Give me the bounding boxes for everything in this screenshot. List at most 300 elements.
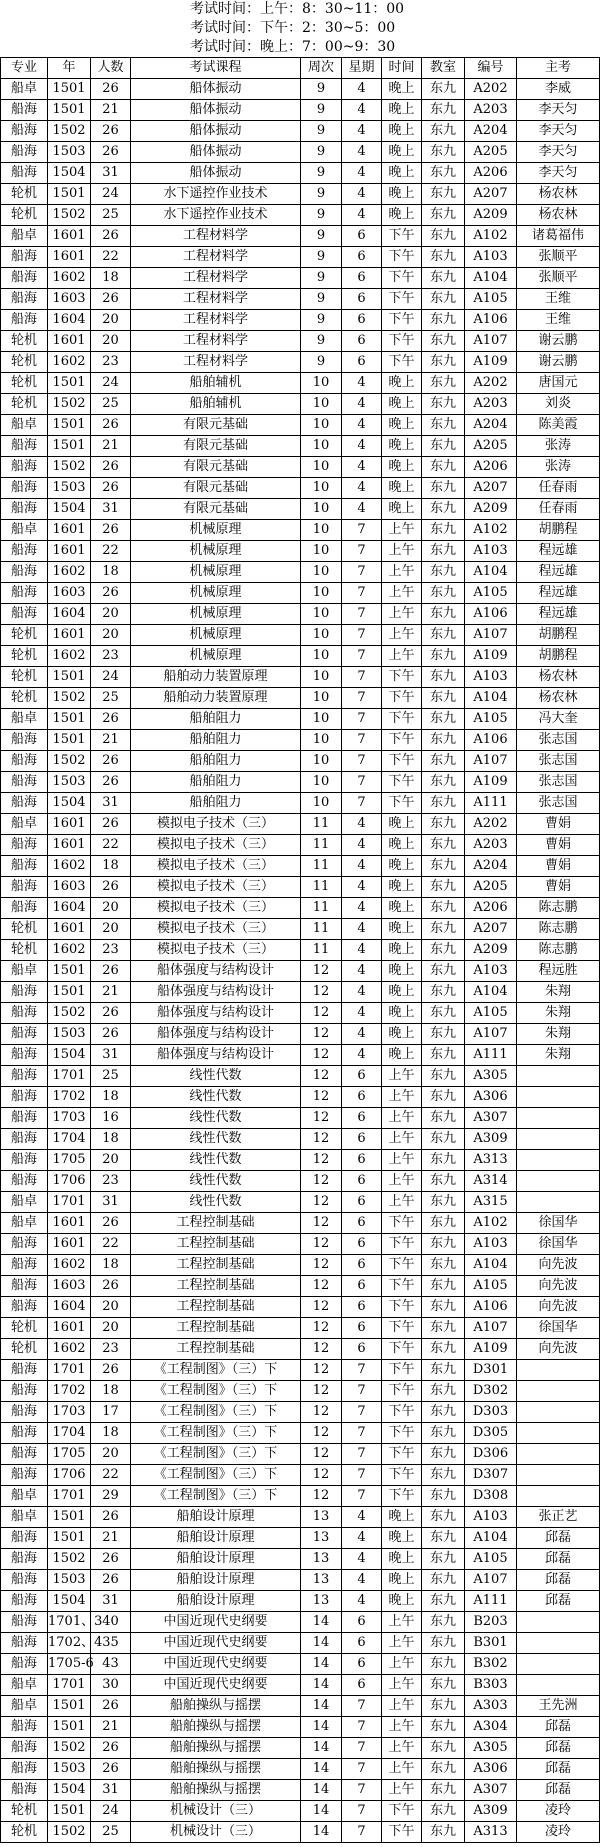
cell-count: 23	[91, 940, 131, 961]
cell-building: 东九	[422, 898, 465, 919]
cell-count: 26	[91, 457, 131, 478]
cell-room: A313	[465, 1822, 517, 1843]
cell-week: 10	[301, 646, 342, 667]
cell-examiner	[517, 1465, 600, 1486]
cell-year: 1504	[48, 793, 91, 814]
cell-weekday: 6	[342, 247, 382, 268]
cell-building: 东九	[422, 1066, 465, 1087]
cell-year: 1501	[48, 667, 91, 688]
cell-week: 12	[301, 1360, 342, 1381]
col-year: 年	[48, 58, 91, 79]
cell-time: 上午	[382, 520, 422, 541]
cell-year: 1501	[48, 961, 91, 982]
cell-year: 1602	[48, 562, 91, 583]
cell-course: 工程材料学	[131, 331, 301, 352]
cell-building: 东九	[422, 1675, 465, 1696]
cell-time: 下午	[382, 1486, 422, 1507]
cell-time: 上午	[382, 1759, 422, 1780]
cell-count: 24	[91, 184, 131, 205]
cell-year: 1502	[48, 1003, 91, 1024]
cell-week: 9	[301, 100, 342, 121]
cell-major: 船海	[1, 751, 48, 772]
cell-time: 上午	[382, 1717, 422, 1738]
cell-weekday: 6	[342, 1612, 382, 1633]
cell-count: 29	[91, 1486, 131, 1507]
cell-examiner: 邱磊	[517, 1780, 600, 1801]
cell-weekday: 7	[342, 1402, 382, 1423]
cell-course: 模拟电子技术（三）	[131, 940, 301, 961]
cell-week: 14	[301, 1696, 342, 1717]
cell-course: 船舶设计原理	[131, 1570, 301, 1591]
cell-time: 晚上	[382, 100, 422, 121]
cell-week: 13	[301, 1591, 342, 1612]
cell-count: 18	[91, 1381, 131, 1402]
cell-examiner: 朱翔	[517, 1045, 600, 1066]
cell-count: 31	[91, 499, 131, 520]
table-row	[1, 1276, 600, 1297]
cell-weekday: 4	[342, 457, 382, 478]
cell-time: 晚上	[382, 373, 422, 394]
cell-weekday: 4	[342, 205, 382, 226]
cell-weekday: 6	[342, 1108, 382, 1129]
cell-examiner: 朱翔	[517, 982, 600, 1003]
cell-count: 21	[91, 1717, 131, 1738]
table-row	[1, 499, 600, 520]
cell-building: 东九	[422, 562, 465, 583]
cell-time: 下午	[382, 1276, 422, 1297]
cell-room: A209	[465, 940, 517, 961]
cell-major: 轮机	[1, 625, 48, 646]
cell-course: 有限元基础	[131, 499, 301, 520]
table-row	[1, 1318, 600, 1339]
cell-year: 1701	[48, 1675, 91, 1696]
cell-count: 26	[91, 1570, 131, 1591]
cell-major: 轮机	[1, 373, 48, 394]
cell-major: 船卓	[1, 226, 48, 247]
cell-room: A103	[465, 1234, 517, 1255]
cell-examiner: 刘炎	[517, 394, 600, 415]
table-row	[1, 877, 600, 898]
cell-year: 1601	[48, 814, 91, 835]
col-examiner: 主考	[517, 58, 600, 79]
cell-major: 船海	[1, 268, 48, 289]
cell-weekday: 4	[342, 1570, 382, 1591]
cell-week: 11	[301, 835, 342, 856]
cell-week: 12	[301, 1129, 342, 1150]
cell-time: 晚上	[382, 1591, 422, 1612]
cell-major: 轮机	[1, 919, 48, 940]
cell-room: A107	[465, 625, 517, 646]
table-row	[1, 919, 600, 940]
cell-building: 东九	[422, 226, 465, 247]
cell-weekday: 4	[342, 1024, 382, 1045]
cell-major: 轮机	[1, 1822, 48, 1843]
table-row	[1, 730, 600, 751]
cell-time: 下午	[382, 1255, 422, 1276]
table-row	[1, 1087, 600, 1108]
table-row	[1, 1612, 600, 1633]
cell-course: 机械原理	[131, 541, 301, 562]
cell-year: 1504	[48, 499, 91, 520]
exam-time-header	[0, 0, 600, 57]
table-row	[1, 1570, 600, 1591]
cell-time: 上午	[382, 1780, 422, 1801]
cell-count: 24	[91, 1801, 131, 1822]
cell-weekday: 6	[342, 1675, 382, 1696]
cell-count: 23	[91, 646, 131, 667]
table-row	[1, 1444, 600, 1465]
cell-examiner: 陈志鹏	[517, 919, 600, 940]
cell-count: 20	[91, 1318, 131, 1339]
col-course: 考试课程	[131, 58, 301, 79]
cell-weekday: 4	[342, 877, 382, 898]
cell-room: A207	[465, 919, 517, 940]
cell-course: 中国近现代史纲要	[131, 1612, 301, 1633]
cell-count: 23	[91, 352, 131, 373]
cell-count: 26	[91, 751, 131, 772]
cell-building: 东九	[422, 79, 465, 100]
cell-examiner: 徐国华	[517, 1213, 600, 1234]
cell-major: 船海	[1, 835, 48, 856]
table-row	[1, 1591, 600, 1612]
cell-major: 船海	[1, 100, 48, 121]
cell-room: A202	[465, 373, 517, 394]
cell-building: 东九	[422, 1717, 465, 1738]
cell-weekday: 4	[342, 142, 382, 163]
cell-examiner	[517, 1633, 600, 1654]
cell-count: 26	[91, 1759, 131, 1780]
cell-year: 1601	[48, 625, 91, 646]
cell-examiner	[517, 1654, 600, 1675]
cell-week: 9	[301, 79, 342, 100]
cell-major: 船海	[1, 142, 48, 163]
cell-major: 船卓	[1, 709, 48, 730]
cell-count: 20	[91, 331, 131, 352]
cell-examiner: 程远雄	[517, 562, 600, 583]
table-row	[1, 1696, 600, 1717]
cell-week: 12	[301, 1339, 342, 1360]
cell-examiner: 杨农林	[517, 688, 600, 709]
cell-time: 上午	[382, 1612, 422, 1633]
cell-year: 1503	[48, 1759, 91, 1780]
cell-year: 1501	[48, 709, 91, 730]
cell-time: 下午	[382, 751, 422, 772]
cell-room: A106	[465, 1297, 517, 1318]
cell-count: 18	[91, 1255, 131, 1276]
cell-major: 船海	[1, 1528, 48, 1549]
cell-time: 上午	[382, 646, 422, 667]
cell-week: 10	[301, 499, 342, 520]
cell-building: 东九	[422, 583, 465, 604]
cell-major: 轮机	[1, 184, 48, 205]
cell-examiner	[517, 1066, 600, 1087]
cell-major: 船海	[1, 436, 48, 457]
cell-room: A205	[465, 142, 517, 163]
cell-major: 船海	[1, 1276, 48, 1297]
cell-course: 机械原理	[131, 583, 301, 604]
cell-time: 下午	[382, 268, 422, 289]
cell-room: A207	[465, 478, 517, 499]
cell-room: D303	[465, 1402, 517, 1423]
cell-major: 船海	[1, 1591, 48, 1612]
cell-year: 1602	[48, 1339, 91, 1360]
table-row	[1, 352, 600, 373]
cell-building: 东九	[422, 835, 465, 856]
cell-week: 11	[301, 898, 342, 919]
cell-weekday: 6	[342, 352, 382, 373]
cell-year: 1504	[48, 1591, 91, 1612]
cell-examiner: 凌玲	[517, 1801, 600, 1822]
cell-weekday: 6	[342, 1234, 382, 1255]
cell-course: 有限元基础	[131, 436, 301, 457]
cell-building: 东九	[422, 688, 465, 709]
cell-room: B302	[465, 1654, 517, 1675]
cell-count: 31	[91, 793, 131, 814]
cell-year: 1601	[48, 919, 91, 940]
cell-weekday: 6	[342, 1066, 382, 1087]
cell-week: 12	[301, 961, 342, 982]
cell-year: 1603	[48, 583, 91, 604]
cell-weekday: 7	[342, 730, 382, 751]
cell-room: B303	[465, 1675, 517, 1696]
cell-weekday: 4	[342, 1507, 382, 1528]
cell-building: 东九	[422, 541, 465, 562]
cell-major: 船海	[1, 1444, 48, 1465]
cell-count: 24	[91, 667, 131, 688]
cell-examiner: 曹娟	[517, 856, 600, 877]
cell-weekday: 4	[342, 121, 382, 142]
cell-major: 船海	[1, 1570, 48, 1591]
cell-major: 船卓	[1, 520, 48, 541]
table-row	[1, 1003, 600, 1024]
cell-room: A202	[465, 814, 517, 835]
cell-building: 东九	[422, 499, 465, 520]
cell-course: 船体强度与结构设计	[131, 1045, 301, 1066]
col-room: 编号	[465, 58, 517, 79]
cell-course: 工程控制基础	[131, 1339, 301, 1360]
cell-weekday: 4	[342, 184, 382, 205]
cell-weekday: 4	[342, 1549, 382, 1570]
cell-weekday: 7	[342, 1465, 382, 1486]
cell-room: A104	[465, 1528, 517, 1549]
cell-major: 轮机	[1, 688, 48, 709]
cell-examiner: 李威	[517, 79, 600, 100]
cell-week: 12	[301, 1045, 342, 1066]
cell-time: 晚上	[382, 1528, 422, 1549]
cell-week: 14	[301, 1612, 342, 1633]
cell-time: 晚上	[382, 184, 422, 205]
cell-weekday: 6	[342, 1297, 382, 1318]
evening-time-line: 考试时间：晚上：7：00~9：30	[190, 39, 396, 55]
cell-room: D307	[465, 1465, 517, 1486]
cell-count: 31	[91, 163, 131, 184]
cell-weekday: 7	[342, 1696, 382, 1717]
table-row	[1, 1717, 600, 1738]
cell-examiner: 谢云鹏	[517, 352, 600, 373]
cell-week: 10	[301, 373, 342, 394]
cell-examiner	[517, 1171, 600, 1192]
cell-week: 9	[301, 142, 342, 163]
cell-count: 43	[91, 1654, 131, 1675]
cell-building: 东九	[422, 772, 465, 793]
cell-time: 下午	[382, 667, 422, 688]
cell-count: 20	[91, 1297, 131, 1318]
cell-count: 26	[91, 1360, 131, 1381]
cell-room: A314	[465, 1171, 517, 1192]
cell-time: 晚上	[382, 1003, 422, 1024]
cell-major: 船卓	[1, 1192, 48, 1213]
cell-building: 东九	[422, 1003, 465, 1024]
cell-building: 东九	[422, 1318, 465, 1339]
cell-course: 机械原理	[131, 604, 301, 625]
cell-year: 1601	[48, 1234, 91, 1255]
cell-examiner: 胡鹏程	[517, 520, 600, 541]
cell-week: 12	[301, 1150, 342, 1171]
cell-room: A103	[465, 961, 517, 982]
cell-room: A105	[465, 709, 517, 730]
table-row	[1, 1402, 600, 1423]
cell-major: 轮机	[1, 331, 48, 352]
cell-room: A107	[465, 1318, 517, 1339]
cell-room: A106	[465, 730, 517, 751]
cell-count: 22	[91, 1465, 131, 1486]
table-row	[1, 772, 600, 793]
cell-count: 18	[91, 562, 131, 583]
cell-building: 东九	[422, 415, 465, 436]
cell-time: 晚上	[382, 499, 422, 520]
cell-examiner: 任春雨	[517, 478, 600, 499]
cell-time: 上午	[382, 1108, 422, 1129]
cell-examiner: 杨农林	[517, 205, 600, 226]
cell-year: 1501	[48, 79, 91, 100]
cell-year: 1702	[48, 1087, 91, 1108]
cell-count: 20	[91, 625, 131, 646]
cell-building: 东九	[422, 1444, 465, 1465]
table-row	[1, 1528, 600, 1549]
cell-major: 船海	[1, 289, 48, 310]
cell-course: 机械原理	[131, 646, 301, 667]
cell-major: 船海	[1, 604, 48, 625]
cell-room: A306	[465, 1759, 517, 1780]
cell-major: 轮机	[1, 646, 48, 667]
cell-major: 船海	[1, 1255, 48, 1276]
cell-course: 船体强度与结构设计	[131, 961, 301, 982]
table-row	[1, 1423, 600, 1444]
cell-examiner: 陈志鹏	[517, 898, 600, 919]
cell-major: 船海	[1, 499, 48, 520]
cell-weekday: 4	[342, 835, 382, 856]
cell-week: 12	[301, 1003, 342, 1024]
cell-year: 1501	[48, 436, 91, 457]
cell-time: 晚上	[382, 961, 422, 982]
cell-room: A105	[465, 1276, 517, 1297]
cell-time: 下午	[382, 1213, 422, 1234]
cell-building: 东九	[422, 646, 465, 667]
cell-course: 船舶设计原理	[131, 1528, 301, 1549]
cell-week: 12	[301, 1318, 342, 1339]
cell-count: 31	[91, 1045, 131, 1066]
cell-course: 船舶操纵与摇摆	[131, 1780, 301, 1801]
table-row	[1, 1213, 600, 1234]
cell-year: 1705	[48, 1150, 91, 1171]
cell-year: 1604	[48, 1297, 91, 1318]
table-row	[1, 142, 600, 163]
cell-year: 1602	[48, 646, 91, 667]
cell-building: 东九	[422, 163, 465, 184]
cell-time: 下午	[382, 1297, 422, 1318]
cell-examiner: 向先波	[517, 1276, 600, 1297]
table-row	[1, 898, 600, 919]
table-row	[1, 625, 600, 646]
cell-weekday: 6	[342, 331, 382, 352]
cell-year: 1603	[48, 1276, 91, 1297]
cell-year: 1602	[48, 940, 91, 961]
cell-building: 东九	[422, 205, 465, 226]
cell-weekday: 6	[342, 1255, 382, 1276]
cell-count: 31	[91, 1192, 131, 1213]
cell-year: 1502	[48, 121, 91, 142]
cell-year: 1601	[48, 835, 91, 856]
cell-weekday: 7	[342, 520, 382, 541]
cell-count: 20	[91, 310, 131, 331]
cell-examiner	[517, 1360, 600, 1381]
cell-week: 14	[301, 1675, 342, 1696]
cell-time: 晚上	[382, 79, 422, 100]
cell-count: 26	[91, 1276, 131, 1297]
cell-course: 工程控制基础	[131, 1297, 301, 1318]
cell-major: 船卓	[1, 1675, 48, 1696]
cell-major: 船海	[1, 772, 48, 793]
cell-weekday: 6	[342, 1129, 382, 1150]
cell-weekday: 6	[342, 1318, 382, 1339]
cell-course: 船舶操纵与摇摆	[131, 1717, 301, 1738]
cell-year: 1501	[48, 373, 91, 394]
cell-time: 晚上	[382, 1549, 422, 1570]
cell-major: 船卓	[1, 961, 48, 982]
cell-examiner: 李天匀	[517, 100, 600, 121]
cell-count: 26	[91, 289, 131, 310]
cell-year: 1601	[48, 331, 91, 352]
cell-major: 船海	[1, 1129, 48, 1150]
cell-building: 东九	[422, 1381, 465, 1402]
cell-count: 26	[91, 1507, 131, 1528]
cell-week: 14	[301, 1780, 342, 1801]
cell-room: A105	[465, 1549, 517, 1570]
cell-building: 东九	[422, 1360, 465, 1381]
cell-count: 26	[91, 520, 131, 541]
cell-course: 模拟电子技术（三）	[131, 835, 301, 856]
cell-course: 船体振动	[131, 163, 301, 184]
cell-week: 12	[301, 1108, 342, 1129]
cell-building: 东九	[422, 1591, 465, 1612]
cell-examiner: 向先波	[517, 1255, 600, 1276]
cell-count: 22	[91, 247, 131, 268]
cell-course: 机械原理	[131, 520, 301, 541]
cell-year: 1701、3	[48, 1612, 91, 1633]
table-row	[1, 79, 600, 100]
table-row	[1, 793, 600, 814]
cell-time: 上午	[382, 1087, 422, 1108]
cell-major: 船卓	[1, 1696, 48, 1717]
cell-course: 船舶设计原理	[131, 1549, 301, 1570]
cell-weekday: 6	[342, 1150, 382, 1171]
cell-building: 东九	[422, 919, 465, 940]
cell-time: 上午	[382, 1066, 422, 1087]
cell-week: 14	[301, 1759, 342, 1780]
cell-major: 轮机	[1, 1339, 48, 1360]
cell-time: 下午	[382, 247, 422, 268]
cell-examiner: 向先波	[517, 1339, 600, 1360]
